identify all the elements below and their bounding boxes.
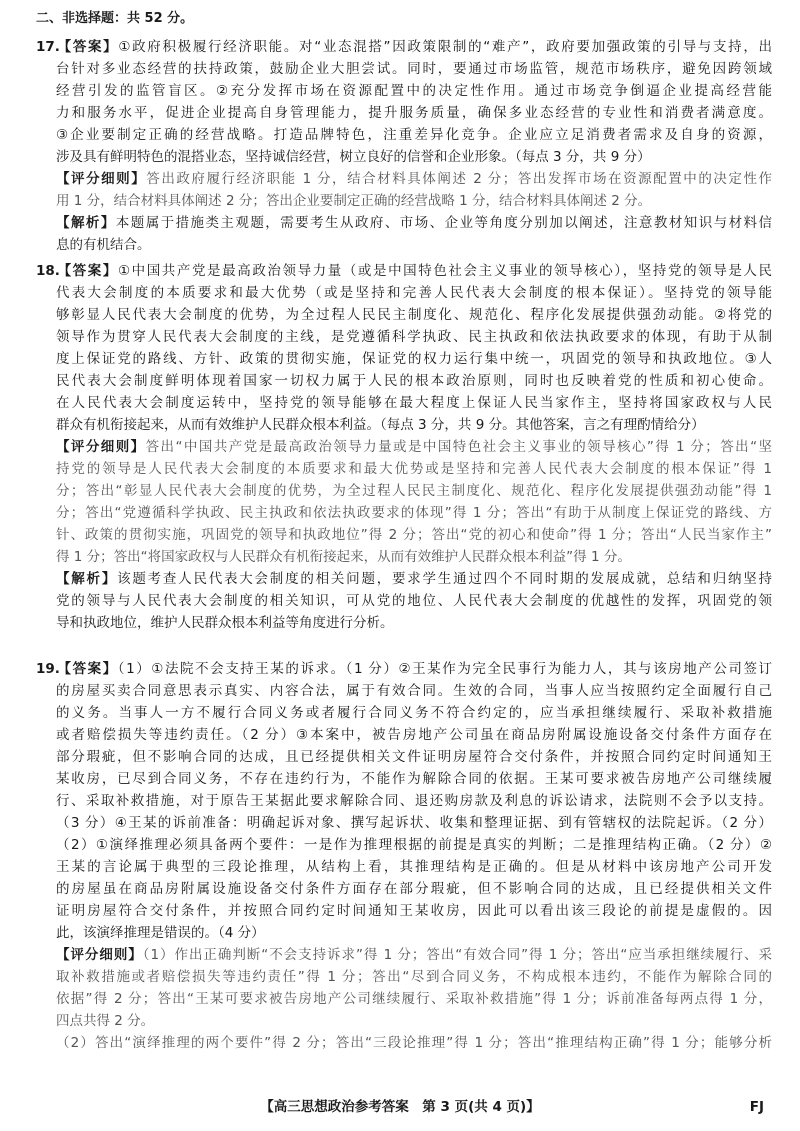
question-19 bbox=[36, 658, 772, 1054]
grading-line: 依据”得 2 分；答出“王某可要求被告房地产公司继续履行、采取补救措施”得 1 分；诉前准备每两点得 1 分， bbox=[56, 991, 772, 1007]
answer-line: 的义务。当事人一方不履行合同义务或者履行合同义务不符合约定的，应当承担继续履行、采取补救措施 bbox=[56, 705, 772, 721]
footer-code: FJ bbox=[749, 1099, 764, 1115]
answer-line: 经营引发的监管盲区。②充分发挥市场在资源配置中的决定性作用。通过市场竞争倒逼企业提高经营能 bbox=[56, 83, 772, 99]
answer-line: 群众有机衔接起来，从而有效维护人民群众根本利益。（每点 3 分，共 9 分。其他答案，言之有理酌情给分） bbox=[56, 417, 705, 433]
grading-line: 针、政策的贯彻实施，巩固党的领导和执政地位”得 2 分；答出“党的初心和使命”得 1 分；答出“人民当家作主” bbox=[56, 527, 772, 543]
answer-line: （3 分）④王某的诉前准备：明确起诉对象、撰写起诉状、收集和整理证据、到有管辖权的法院起诉。（2 分） bbox=[56, 815, 772, 831]
answer-line: 领导作为贯穿人民代表大会制度的主线，是党遵循科学执政、民主执政和依法执政要求的体现，有助于从制 bbox=[56, 329, 772, 345]
question-17 bbox=[36, 36, 772, 256]
grading-line: 四点共得 2 分。 bbox=[56, 1013, 155, 1029]
answer-line: 够彰显人民代表大会制度的优势，为全过程人民民主制度化、规范化、程序化发展提供强劲动能。②将党的 bbox=[56, 307, 772, 323]
grading-line: 【评分细则】答出“中国共产党是最高政治领导力量或是中国特色社会主义事业的领导核心”得 1 分；答出“坚 bbox=[56, 439, 772, 455]
question-18 bbox=[36, 260, 772, 634]
grading-line: 【评分细则】（1）作出正确判断“不会支持诉求”得 1 分；答出“有效合同”得 1 分；答出“应当承担继续履行、采 bbox=[56, 947, 772, 963]
answer-line: ③企业要制定正确的经营战略。打造品牌特色，注重差异化竞争。企业应立足消费者需求及自身的资源， bbox=[56, 127, 772, 143]
answer-line: 民代表大会制度鲜明体现着国家一切权力属于人民的根本政治原则，同时也反映着党的性质和初心使命。 bbox=[56, 373, 772, 389]
footer-text: 【高三思想政治参考答案 第 3 页(共 4 页)】 bbox=[260, 1099, 540, 1115]
section-title: 二、非选择题：共 52 分。 bbox=[36, 11, 194, 26]
grading-line: 取补救措施或者赔偿损失等违约责任”得 1 分；答出“尽到合同义务，不构成根本违约，不能作为解除合同的 bbox=[56, 969, 772, 985]
grading-line: 得 1 分；答出“将国家政权与人民群众有机衔接起来，从而有效维护人民群众根本利益”得 1 分。 bbox=[56, 549, 631, 565]
analysis-line: 【解析】该题考查人民代表大会制度的相关问题，要求学生通过四个不同时期的发展成就，总结和归纳坚持 bbox=[56, 571, 772, 587]
answer-line: 力和服务水平，促进企业提高自身管理能力，提升服务质量，确保多业态经营的专业性和消费者满意度。 bbox=[56, 105, 772, 121]
analysis-tag: 【解析】 bbox=[56, 215, 116, 231]
grading-line: 分；答出“彰显人民代表大会制度的优势，为全过程人民民主制度化、规范化、程序化发展提供强劲动能”得 1 bbox=[56, 483, 772, 499]
analysis-line: 【解析】本题属于措施类主观题，需要考生从政府、市场、企业等角度分别加以阐述，注意教材知识与材料信 bbox=[56, 215, 772, 231]
answer-line: 度上保证党的路线、方针、政策的贯彻实施，保证党的权力运行集中统一，巩固党的领导和执政地位。③人 bbox=[56, 351, 772, 367]
answer-tag: 【答案】 bbox=[56, 39, 119, 55]
answer-line: 此，该演绎推理是错误的。（4 分） bbox=[56, 925, 265, 941]
answer-line: 部分瑕疵，但不影响合同的达成，且已经提供相关文件证明房屋符合交付条件，并按照合同约定时间通知王 bbox=[56, 749, 772, 765]
grading-line: 分；答出“党遵循科学执政、民主执政和依法执政要求的体现”得 1 分；答出“有助于从制度上保证党的路线、方 bbox=[56, 505, 772, 521]
answer-line: 涉及具有鲜明特色的混搭业态，坚持诚信经营，树立良好的信誉和企业形象。（每点 3 分，共 9 分） bbox=[56, 149, 651, 165]
question-number: 18. bbox=[36, 263, 60, 279]
answer-tag: 【答案】 bbox=[56, 263, 118, 279]
answer-line: 台针对多业态经营的扶持政策，鼓励企业大胆尝试。同时，要通过市场监管，规范市场秩序，避免因跨领域 bbox=[56, 61, 772, 77]
answer-line: 王某的言论属于典型的三段论推理，从结构上看，其推理结构是正确的。但是从材料中该房地产公司开发 bbox=[56, 859, 772, 875]
answer-line: 证明房屋符合交付条件，并按照合同约定时间通知王某收房，因此可以看出该三段论的前提是虚假的。因 bbox=[56, 903, 772, 919]
page-footer bbox=[0, 1096, 800, 1118]
analysis-tag: 【解析】 bbox=[56, 571, 118, 587]
answer-tag: 【答案】 bbox=[56, 661, 118, 677]
grading-tag: 【评分细则】 bbox=[56, 439, 146, 455]
answer-line: 行、采取补救措施，对于原告王某据此要求解除合同、退还购房款及利息的诉讼请求，法院则不会予以支持。 bbox=[56, 793, 772, 809]
answer-line: 某收房，已尽到合同义务，不存在违约行为，不能作为解除合同的依据。王某可要求被告房地产公司继续履 bbox=[56, 771, 772, 787]
analysis-line: 息的有机结合。 bbox=[56, 237, 151, 253]
grading-tag: 【评分细则】 bbox=[56, 947, 143, 963]
question-number: 17. bbox=[36, 39, 60, 55]
answer-line: 19.【答案】（1）①法院不会支持王某的诉求。（1 分）②王某作为完全民事行为能力人，其与该房地产公司签订 bbox=[36, 658, 772, 680]
grading-line: （2）答出“演绎推理的两个要件”得 2 分；答出“三段论推理”得 1 分；答出“推理结构正确”得 1 分；能够分析 bbox=[56, 1035, 772, 1051]
answer-line: 在人民代表大会制度运转中，坚持党的领导能够在最大程度上保证人民当家作主，坚持将国家政权与人民 bbox=[56, 395, 772, 411]
grading-line: 持党的领导是人民代表大会制度的本质要求和最大优势或是坚持和完善人民代表大会制度的根本保证”得 1 bbox=[56, 461, 772, 477]
grading-tag: 【评分细则】 bbox=[56, 171, 147, 187]
analysis-line: 党的领导与人民代表大会制度的相关知识，可从党的地位、人民代表大会制度的优越性的发挥，巩固党的领 bbox=[56, 593, 772, 609]
answer-line: 的房屋虽在商品房附属设施设备交付条件方面存在部分瑕疵，但不影响合同的达成，且已经提供相关文件 bbox=[56, 881, 772, 897]
grading-line: 【评分细则】答出政府履行经济职能 1 分，结合材料具体阐述 2 分；答出发挥市场在资源配置中的决定性作 bbox=[56, 171, 772, 187]
answer-line: 的房屋买卖合同意思表示真实、内容合法，属于有效合同。生效的合同，当事人应当按照约定全面履行自己 bbox=[56, 683, 772, 699]
answer-line: （2）①演绎推理必须具备两个要件：一是作为推理根据的前提是真实的判断；二是推理结构正确。（2 分）② bbox=[56, 837, 772, 853]
answer-line: 或者赔偿损失等违约责任。（2 分）③本案中，被告房地产公司虽在商品房附属设施设备交付条件方面存在 bbox=[56, 727, 772, 743]
answer-line: 代表大会制度的本质要求和最大优势（或是坚持和完善人民代表大会制度的根本保证）。坚持党的领导能 bbox=[56, 285, 772, 301]
answer-line: 17.【答案】①政府积极履行经济职能。对“业态混搭”因政策限制的“难产”，政府要加强政策的引导与支持，出 bbox=[36, 36, 772, 58]
question-number: 19. bbox=[36, 661, 60, 677]
grading-line: 用 1 分，结合材料具体阐述 2 分；答出企业要制定正确的经营战略 1 分，结合材料具体阐述 2 分。 bbox=[56, 193, 652, 209]
answer-line: 18.【答案】①中国共产党是最高政治领导力量（或是中国特色社会主义事业的领导核心），坚持党的领导是人民 bbox=[36, 260, 772, 282]
analysis-line: 导和执政地位，维护人民群众根本利益等角度进行分析。 bbox=[56, 615, 394, 631]
